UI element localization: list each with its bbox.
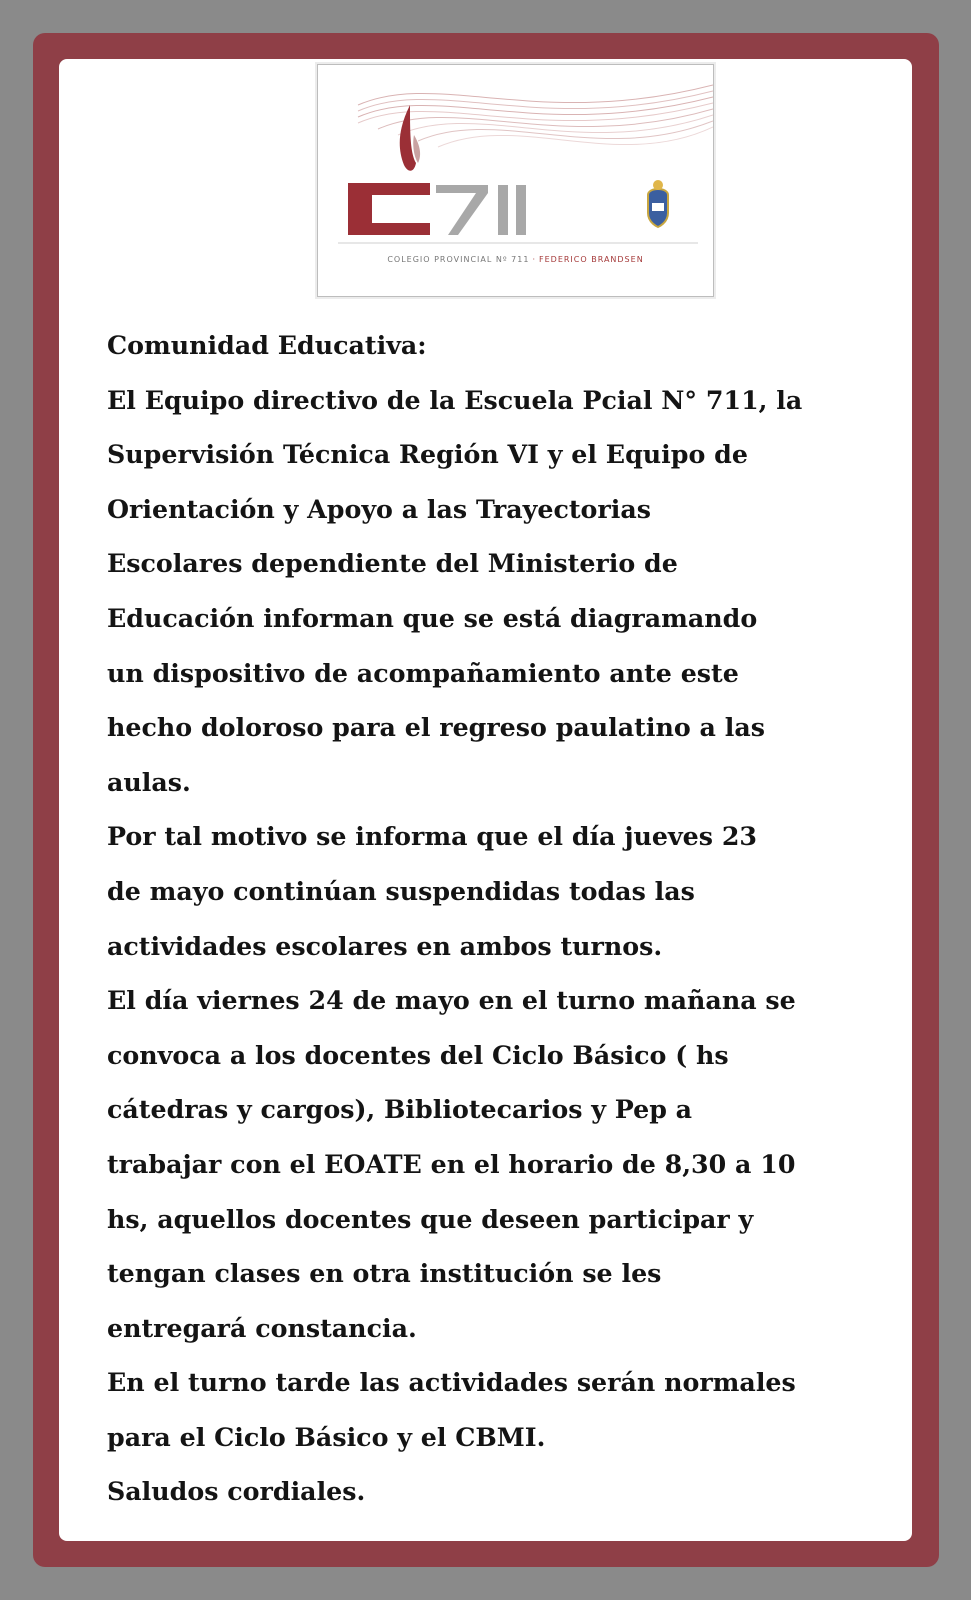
one-digit bbox=[498, 185, 508, 235]
one-digit bbox=[516, 185, 526, 235]
provincial-shield-icon bbox=[648, 180, 668, 227]
notice-line: entregará constancia. bbox=[107, 1312, 417, 1343]
notice-line: En el turno tarde las actividades serán normales bbox=[107, 1367, 796, 1398]
notice-line: Por tal motivo se informa que el día jueves 23 bbox=[107, 821, 758, 852]
notice-line: convoca a los docentes del Ciclo Básico ( hs bbox=[107, 1039, 729, 1070]
notice-line: Supervisión Técnica Región VI y el Equipo de bbox=[107, 439, 748, 470]
notice-line: Comunidad Educativa: bbox=[107, 330, 427, 360]
notice-line: un dispositivo de acompañamiento ante este bbox=[107, 657, 739, 688]
notice-line: trabajar con el EOATE en el horario de 8,30 a 10 bbox=[107, 1148, 796, 1179]
wave-decoration bbox=[358, 85, 713, 147]
notice-line: El Equipo directivo de la Escuela Pcial N° 711, la bbox=[107, 384, 803, 415]
notice-line: Escolares dependiente del Ministerio de bbox=[107, 548, 678, 579]
seven-digit bbox=[436, 185, 488, 235]
school-logo bbox=[317, 64, 714, 297]
notice-line: tengan clases en otra institución se les bbox=[107, 1258, 662, 1289]
notice-text bbox=[107, 318, 907, 1519]
logo-caption: COLEGIO PROVINCIAL Nº 711 · FEDERICO BRANDSEN bbox=[387, 255, 644, 264]
notice-line: para el Ciclo Básico y el CBMI. bbox=[107, 1421, 546, 1452]
notice-line: El día viernes 24 de mayo en el turno mañana se bbox=[107, 985, 796, 1016]
logo-caption-name: FEDERICO BRANDSEN bbox=[539, 255, 644, 264]
notice-line: aulas. bbox=[107, 766, 191, 797]
notice-line: cátedras y cargos), Bibliotecarios y Pep a bbox=[107, 1094, 693, 1125]
notice-line: actividades escolares en ambos turnos. bbox=[107, 930, 663, 961]
notice-line: Educación informan que se está diagramando bbox=[107, 602, 758, 633]
notice-line: hs, aquellos docentes que deseen participar y bbox=[107, 1203, 754, 1234]
notice-line: hecho doloroso para el regreso paulatino a las bbox=[107, 712, 765, 743]
logo-caption-school: COLEGIO PROVINCIAL Nº 711 bbox=[387, 255, 530, 264]
notice-line: Saludos cordiales. bbox=[107, 1476, 366, 1507]
notice-line: Orientación y Apoyo a las Trayectorias bbox=[107, 493, 651, 524]
notice-line: de mayo continúan suspendidas todas las bbox=[107, 875, 695, 906]
